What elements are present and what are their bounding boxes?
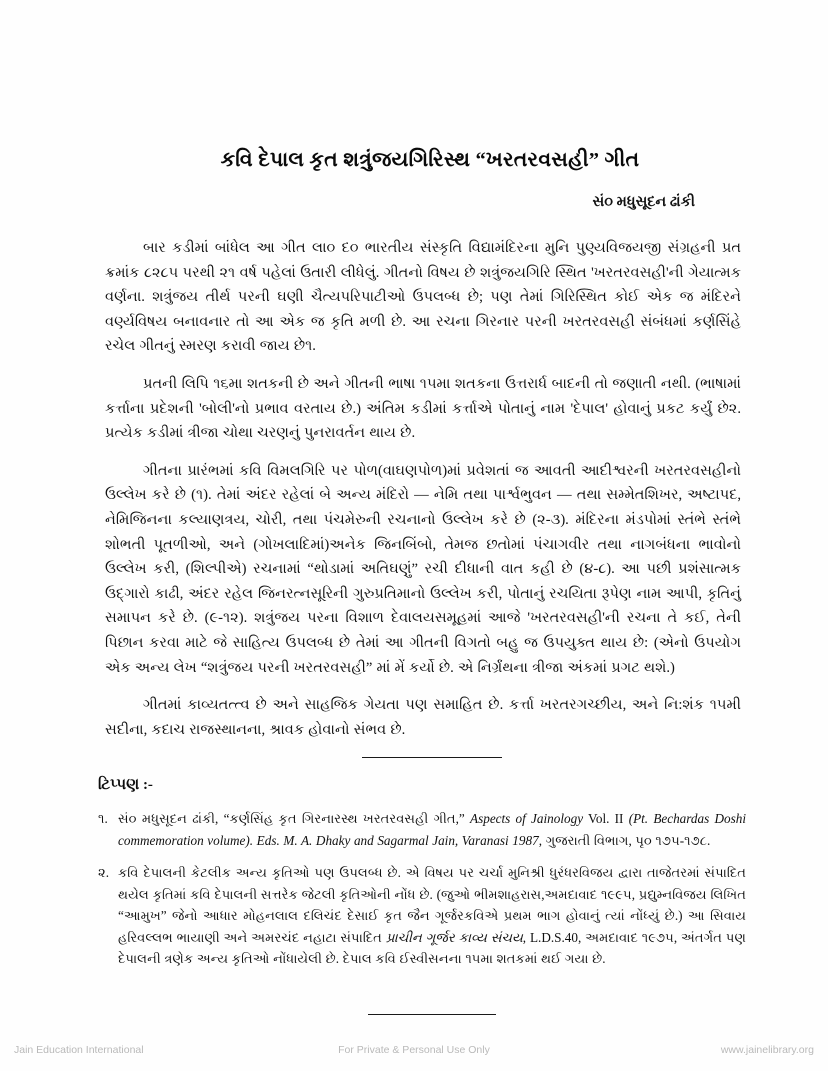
note-text [118,862,746,970]
footer-organization: Jain Education International [14,1044,144,1056]
paragraph: પ્રતની લિપિ ૧૬મા શતકની છે અને ગીતની ભાષા ૧૫મા શતકના ઉત્તરાર્ધ બાદની તો જણાતી નથી. (ભાષામાં કર્ત્તાના પ્રદેશની 'બોલી'નો પ્રભાવ વરતાય છે.) અંતિમ કડીમાં કર્ત્તાએ પોતાનું નામ 'દેપાલ' હોવાનું પ્રકટ કર્યું છે૨. પ્રત્યેક કડીમાં ત્રીજા ચોથા ચરણનું પુનરાવર્તન થાય છે. [105,375,741,442]
notes-heading: ટિપ્પણ :- [98,777,153,793]
paragraph: ગીતમાં કાવ્યતત્ત્વ છે અને સાહજિક ગેયતા પણ સમાહિત છે. કર્ત્તા ખરતરગચ્છીય, અને નિ:શંક ૧૫મી સદીના, કદાચ રાજસ્થાનના, શ્રાવક હોવાનો સંભવ છે. [105,697,741,738]
page-title: કવિ દેપાલ કૃત શત્રુંજયગિરિસ્થ “ખરતરવસહી” ગીત [220,149,640,171]
note-text-run: પ્રાચીન ગૂર્જર કાવ્ય સંચય [385,929,523,945]
paragraph: ગીતના પ્રારંભમાં કવિ વિમલગિરિ પર પોળ(વાઘણપોળ)માં પ્રવેશતાં જ આવતી આદીશ્વરની ખરતરવસહીનો ઉલ્લેખ કરે છે (૧). તેમાં અંદર રહેલાં બે અન્ય મંદિરો — નેમિ તથા પાર્શ્વભુવન — તથા સમ્મેતશિખર, અષ્ટાપદ, નેમિજિનના કલ્યાણત્રય, ચોરી, તથા પંચમેરુની રચનાનો ઉલ્લેખ કરે છે (૨-૩). મંદિરના મંડપોમાં સ્તંભે સ્તંભે શોભતી પૂતળીઓ, અને (ગોખલાદિમાં)અનેક જિનબિંબો, તેમજ છતોમાં પંચાગવીર તથા નાગબંધના ભાવોનો ઉલ્લેખ કરી, (શિલ્પીએ) રચનામાં “થોડામાં અતિઘણું” રચી દીધાની વાત કહી છે (૪-૮). આ પછી પ્રશંસાત્મક ઉદ્ગારો કાઢી, અંદર રહેલ જિનરત્નસૂરિની ગુરુપ્રતિમાનો ઉલ્લેખ કરી, પોતાનું રચયિતા રૂપેણ નામ આપી, કૃતિનું સમાપન કરે છે. (૯-૧૨). શત્રુંજય પરના વિશાળ દેવાલયસમૂહમાં આજે 'ખરતરવસહી'ની રચના તે કઈ, તેની પિછાન કરવા માટે જે સાહિત્ય ઉપલબ્ધ છે તેમાં આ ગીતની વિગતો બહુ જ ઉપયુક્ત થાય છે: (એનો ઉપયોગ એક અન્ય લેખ “શત્રુંજય પરની ખરતરવસહી” માં મેં કર્યો છે. એ નિર્ગ્રંથના ત્રીજા અંકમાં પ્રગટ થશે.) [105,462,741,676]
note-text-run: સં૦ મધુસૂદન ઢાંકી, “કર્ણસિંહ કૃત ગિરનારસ્થ ખરતરવસહી ગીત,” [118,811,471,826]
note-number: ૨. [98,865,110,880]
note-text-run: Aspects of Jainology [470,811,584,826]
title-block [105,148,741,211]
footer-divider [368,1014,496,1015]
note-text-run: કવિ દેપાલની કેટલીક અન્ય કૃતિઓ પણ ઉપલબ્ધ છે. એ વિષય પર ચર્ચા મુનિશ્રી ધુરંધરવિજય દ્વારા તાજેતરમાં સંપાદિત થયેલ કૃતિમાં કવિ દેપાલની સત્તરેક જેટલી કૃતિઓની નોંધ છે. (જુઓ ભીમશાહરાસ,અમદાવાદ ૧૯૯૫, પ્રદ્યુમ્નવિજય લિખિત “આમુખ” જેનો આધાર મોહનલાલ દલિચંદ દેસાઈ કૃત જૈન ગૂર્જરકવિએ પ્રથમ ભાગ હોવાનું ત્યાં નોંધ્યું છે.) આ સિવાય હરિવલ્લભ ભાયાણી અને અમરચંદ નહાટા સંપાદિત [118,865,746,945]
note-text [118,808,746,851]
notes-section [98,776,746,981]
note-item [98,862,746,970]
note-text-run: L.D.S.40 [530,929,578,945]
note-text-run: , [522,929,530,945]
note-item [98,808,746,851]
note-text-run: (Pt. Bechardas Doshi commemoration volume). Eds. M. A. Dhaky and Sagarmal Jain, Varanasi 1987 [118,811,746,848]
notes-list [98,808,746,970]
note-text-run: , ગુજરાતી વિભાગ, પૃ૦ ૧૭૫-૧૭૮. [538,832,711,848]
footer-usage-notice: For Private & Personal Use Only [338,1044,490,1056]
note-text-run: Vol. II [583,811,629,826]
author-byline: સં૦ મધુસૂદન ઢાંકી [592,193,695,210]
footer-website[interactable]: www.jainelibrary.org [720,1044,814,1056]
notes-divider [362,757,502,758]
note-number: ૧. [98,811,108,826]
page-footer [0,1040,828,1060]
paragraph: બાર કડીમાં બાંધેલ આ ગીત લા૦ દ૦ ભારતીય સંસ્કૃતિ વિદ્યામંદિરના મુનિ પુણ્યવિજયજી સંગ્રહની પ્રત ક્રમાંક ૮૨૮૫ પરથી ૨૧ વર્ષ પહેલાં ઉતારી લીધેલું. ગીતનો વિષય છે શત્રુંજયગિરિ સ્થિત 'ખરતરવસહી'ની ગેયાત્મક વર્ણના. શત્રુંજય તીર્થ પરની ઘણી ચૈત્યપરિપાટીઓ ઉપલબ્ધ છે; પણ તેમાં ગિરિસ્થિત કોઈ એક જ મંદિરને વર્ણ્યવિષય બનાવનાર તો આ એક જ કૃતિ મળી છે. આ રચના ગિરનાર પરની ખરતરવસહી સંબંધમાં કર્ણસિંહે રચેલ ગીતનું સ્મરણ કરાવી જાય છે૧. [105,240,741,355]
body-text [105,236,741,742]
note-text-run: , અમદાવાદ ૧૯૭૫, અંતર્ગત પણ દેપાલની ત્રણેક અન્ય કૃતિઓ નોંધાયેલી છે. દેપાલ કવિ ઈસ્વીસનના ૧૫મા શતકમાં થઈ ગયા છે. [118,929,746,966]
